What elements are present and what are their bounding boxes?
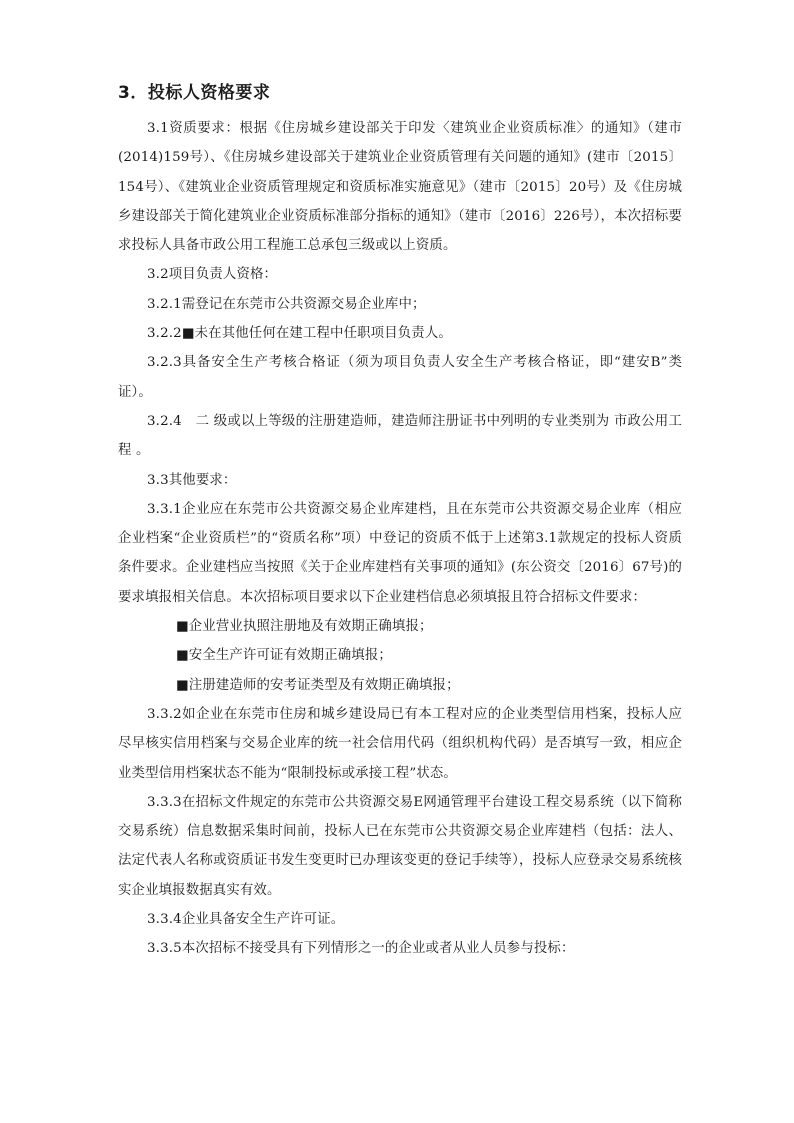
bullet-item: ■安全生产许可证有效期正确填报； [176,648,392,664]
bullet-item: ■企业营业执照注册地及有效期正确填报； [176,619,433,635]
paragraph-3-1: 3.1资质要求：根据《住房城乡建设部关于印发〈建筑业企业资质标准〉的通知》（建市(2014)159号）、《住房城乡建设部关于建筑业企业资质管理有关问题的通知》(建市〔2015〕154号）、《建筑业企业资质管理规定和资质标准实施意见》（建市〔2015〕20号）及《住房城乡建设部关于简化建筑业企业资质标准部分指标的通知》（建市〔2016〕226号），本次招标要求投标人具备市政公用工程施工总承包三级或以上资质。 [118,121,682,254]
paragraph-3-2: 3.2项目负责人资格： [147,267,278,283]
document-page [118,80,682,964]
paragraph-3-2-4: 3.2.4 二 级或以上等级的注册建造师，建造师注册证书中列明的专业类别为 市政公用工程 。 [118,413,682,459]
section-heading: 3．投标人资格要求 [118,83,271,103]
paragraph-3-3-4: 3.3.4企业具备安全生产许可证。 [147,912,345,928]
paragraph-3-3-5: 3.3.5本次招标不接受具有下列情形之一的企业或者从业人员参与投标： [147,941,575,957]
paragraph-3-3-2: 3.3.2如企业在东莞市住房和城乡建设局已有本工程对应的企业类型信用档案，投标人应尽早核实信用档案与交易企业库的统一社会信用代码（组织机构代码）是否填写一致，相应企业类型信用档案状态不能为“限制投标或承接工程”状态。 [118,706,682,781]
paragraph-3-3-3: 3.3.3在招标文件规定的东莞市公共资源交易E网通管理平台建设工程交易系统（以下简称交易系统）信息数据采集时间前，投标人已在东莞市公共资源交易企业库建档（包括：法人、法定代表人名称或资质证书发生变更时已办理该变更的登记手续等），投标人应登录交易系统核实企业填报数据真实有效。 [118,794,682,898]
paragraph-3-2-1: 3.2.1需登记在东莞市公共资源交易企业库中； [147,296,426,312]
paragraph-3-2-3: 3.2.3具备安全生产考核合格证（须为项目负责人安全生产考核合格证，即“建安B”类证）。 [118,355,682,400]
paragraph-3-2-2: 3.2.2■未在其他任何在建工程中任职项目负责人。 [147,326,452,342]
paragraph-3-3: 3.3其他要求： [147,472,237,488]
bullet-item: ■注册建造师的安考证类型及有效期正确填报； [176,677,460,693]
paragraph-3-3-1: 3.3.1企业应在东莞市公共资源交易企业库建档，且在东莞市公共资源交易企业库（相应企业档案“企业资质栏”的“资质名称”项）中登记的资质不低于上述第3.1款规定的投标人资质条件要求。企业建档应当按照《关于企业库建档有关事项的通知》(东公资交〔2016〕67号)的要求填报相关信息。本次招标项目要求以下企业建档信息必须填报且符合招标文件要求： [118,501,682,605]
